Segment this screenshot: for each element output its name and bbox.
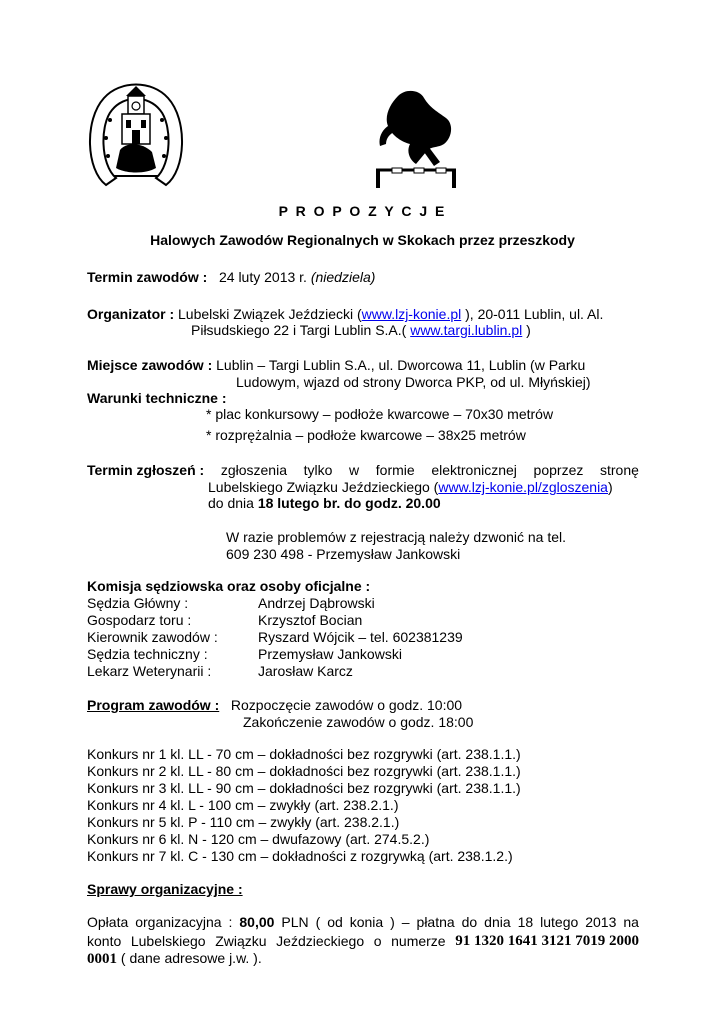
- oplata-amount: 80,00: [239, 914, 275, 930]
- word: Opłata: [87, 914, 129, 930]
- konkurs-item: Konkurs nr 6 kl. N - 120 cm – dwufazowy (art. 274.5.2.): [87, 831, 430, 847]
- zgloszenia-line2: [208, 479, 613, 496]
- organizator-line2-end: ): [526, 322, 531, 338]
- komisja-role: Kierownik zawodów :: [87, 629, 218, 645]
- konkurs-item: Konkurs nr 3 kl. LL - 90 cm – dokładności bez rozgrywki (art. 238.1.1.): [87, 780, 521, 796]
- word: od: [327, 914, 343, 930]
- warunki-item: * plac konkursowy – podłoże kwarcowe – 70x30 metrów: [206, 406, 554, 422]
- termin-value: 24 luty 2013 r.: [218, 269, 307, 285]
- komisja-title: Komisja sędziowska oraz osoby oficjalne :: [87, 578, 371, 594]
- word: konto: [87, 933, 122, 949]
- konkurs-item: Konkurs nr 4 kl. L - 100 cm – zwykły (art. 238.2.1.): [87, 797, 399, 813]
- komisja-name: Ryszard Wójcik – tel. 602381239: [258, 629, 463, 645]
- word: :: [228, 914, 233, 930]
- komisja-name: Andrzej Dąbrowski: [258, 595, 375, 611]
- program-label: Program zawodów :: [87, 697, 220, 713]
- program-start: Rozpoczęcie zawodów o godz. 10:00: [230, 697, 463, 713]
- zgloszenia-line1: [87, 462, 639, 479]
- zgloszenia-label: Termin zgłoszeń :: [87, 462, 205, 478]
- konkurs-item: Konkurs nr 5 kl. P - 110 cm – zwykły (art. 238.2.1.): [87, 814, 400, 830]
- termin-day: (niedziela): [310, 269, 376, 285]
- word: do: [461, 914, 478, 930]
- word: 18: [517, 914, 534, 930]
- miejsce-label: Miejsce zawodów :: [87, 357, 213, 373]
- document-title: P R O P O Z Y C J E: [278, 203, 447, 219]
- organizator-line2: [191, 322, 531, 339]
- organizator-line1: [87, 306, 603, 323]
- lzj-link[interactable]: www.lzj-konie.pl: [361, 306, 462, 322]
- word: na: [623, 914, 639, 930]
- miejsce-text1: Lublin – Targi Lublin S.A., ul. Dworcowa 11, Lublin (w Parku: [216, 357, 586, 373]
- komisja-name: Przemysław Jankowski: [258, 646, 402, 662]
- word: stronę: [599, 462, 639, 478]
- problem-line1: W razie problemów z rejestracją należy dzwonić na tel.: [226, 529, 567, 545]
- zgloszenia-line2-text: Lubelskiego Związku Jeździeckiego (: [208, 479, 439, 495]
- miejsce-line1: [87, 357, 585, 374]
- warunki-item: * rozprężalnia – podłoże kwarcowe – 38x25 metrów: [206, 427, 526, 443]
- program-end: Zakończenie zawodów o godz. 18:00: [243, 714, 474, 730]
- konkurs-item: Konkurs nr 2 kl. LL - 80 cm – dokładności bez rozgrywki (art. 238.1.1.): [87, 763, 521, 779]
- komisja-role: Gospodarz toru :: [87, 612, 192, 628]
- problem-line2: 609 230 498 - Przemysław Jankowski: [226, 546, 461, 562]
- word: 2013: [585, 914, 617, 930]
- word: zgłoszenia: [220, 462, 287, 478]
- account-number: 91 1320 1641 3121 7019 2000: [455, 933, 639, 949]
- organizator-label: Organizator :: [87, 306, 175, 322]
- word: dnia: [484, 914, 511, 930]
- dane-adresowe: ( dane adresowe j.w. ).: [117, 950, 262, 966]
- word: w: [349, 462, 360, 478]
- komisja-role: Sędzia Główny :: [87, 595, 189, 611]
- word: płatna: [416, 914, 455, 930]
- komisja-name: Jarosław Karcz: [258, 663, 353, 679]
- program-line1: [87, 697, 462, 714]
- document-subtitle: Halowych Zawodów Regionalnych w Skokach przez przeszkody: [150, 232, 575, 248]
- sprawy-title: Sprawy organizacyjne :: [87, 881, 243, 897]
- word: o: [373, 933, 382, 949]
- word: Jeździeckiego: [276, 933, 365, 949]
- word: numerze: [391, 933, 446, 949]
- zgloszenia-deadline: 18 lutego br. do godz. 20.00: [257, 495, 441, 511]
- word: Lubelskiego: [130, 933, 206, 949]
- konkurs-item: Konkurs nr 1 kl. LL - 70 cm – dokładności bez rozgrywki (art. 238.1.1.): [87, 746, 521, 762]
- miejsce-line2: Ludowym, wjazd od strony Dworca PKP, od ul. Młyńskiej): [236, 374, 591, 390]
- word: organizacyjna: [135, 914, 222, 930]
- organizator-text1: Lubelski Związek Jeździecki (: [178, 306, 362, 322]
- zgloszenia-line3-text: do dnia: [208, 495, 258, 511]
- word: Związku: [215, 933, 267, 949]
- zgloszenia-link[interactable]: www.lzj-konie.pl/zgloszenia: [438, 479, 608, 495]
- komisja-role: Lekarz Weterynarii :: [87, 663, 212, 679]
- word: konia: [349, 914, 384, 930]
- konkurs-item: Konkurs nr 7 kl. C - 130 cm – dokładności z rozgrywką (art. 238.1.2.): [87, 848, 513, 864]
- word: formie: [375, 462, 415, 478]
- word: elektronicznej: [431, 462, 517, 478]
- komisja-name: Krzysztof Bocian: [258, 612, 363, 628]
- zgloszenia-line2-end: ): [607, 479, 613, 495]
- account-number-end: 0001: [87, 951, 117, 967]
- organizator-text2: ), 20-011 Lublin, ul. Al.: [465, 306, 604, 322]
- warunki-label: Warunki techniczne :: [87, 390, 227, 406]
- organizator-line2-text: Piłsudskiego 22 i Targi Lublin S.A.(: [191, 322, 407, 338]
- zgloszenia-line3: [208, 495, 441, 512]
- targi-link[interactable]: www.targi.lublin.pl: [410, 322, 523, 338]
- lublin-crest-logo: [86, 80, 186, 192]
- word: PLN: [281, 914, 309, 930]
- word: ): [390, 914, 395, 930]
- oplata-line2: [87, 933, 639, 950]
- termin-label: Termin zawodów :: [87, 269, 208, 285]
- horse-jumping-logo: [368, 86, 460, 190]
- word: lutego: [540, 914, 579, 930]
- word: tylko: [303, 462, 333, 478]
- komisja-role: Sędzia techniczny :: [87, 646, 208, 662]
- oplata-line1: [87, 914, 639, 931]
- word: –: [401, 914, 410, 930]
- word: (: [315, 914, 321, 930]
- oplata-line3: [87, 950, 262, 968]
- word: poprzez: [533, 462, 584, 478]
- termin-row: [87, 269, 375, 286]
